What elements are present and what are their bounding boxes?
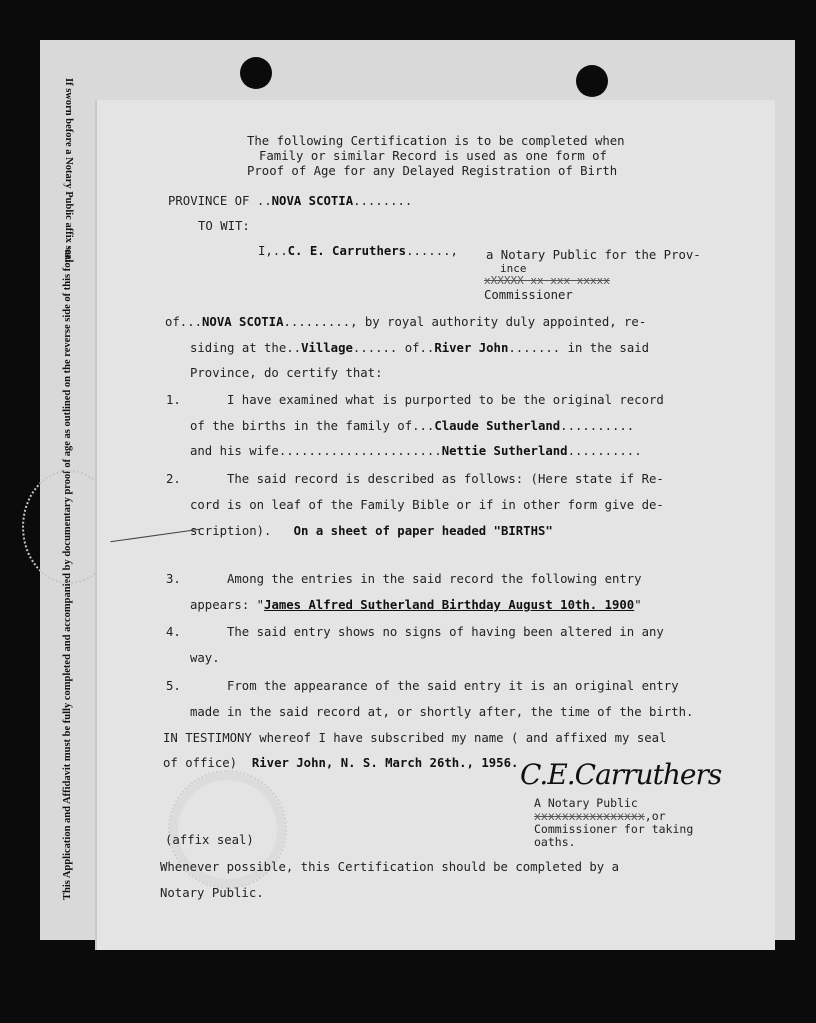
birth-entry: James Alfred Sutherland Birthday August 10th. 1900 (264, 598, 635, 612)
province-label: PROVINCE OF .. (168, 194, 272, 208)
item2-line3 (190, 524, 553, 538)
commissioner-label: Commissioner (484, 288, 573, 302)
punch-hole-left (240, 57, 272, 89)
side-note: This Application and Affidavit must be fully completed and accompanied by documentary proof of age as outlined on the reverse side of this form. (62, 246, 73, 900)
of-line (165, 315, 646, 329)
of-value: NOVA SCOTIA (202, 315, 284, 329)
heading-line-1: The following Certification is to be completed when (247, 134, 625, 148)
of-prefix: of... (165, 315, 203, 329)
notary-line (258, 244, 458, 258)
father-name: Claude Sutherland (434, 419, 561, 433)
province-certify: Province, do certify that: (190, 366, 383, 380)
heading-line-2: Family or similar Record is used as one form of (259, 149, 607, 163)
testimony-of-office: of office) (163, 756, 238, 770)
affix-seal: (affix seal) (165, 833, 254, 847)
item3-entry-line (190, 598, 642, 612)
punch-hole-right (576, 65, 608, 97)
notary-name: C. E. Carruthers (287, 244, 407, 258)
item4-number: 4. (166, 625, 181, 639)
residing-value: Village (301, 341, 353, 355)
item3-number: 3. (166, 572, 181, 586)
footer-line1: Whenever possible, this Certification should be completed by a (160, 860, 620, 874)
item1-family-dots: .......... (560, 419, 635, 433)
signer-title-commissioner: Commissioner for taking (534, 822, 694, 836)
province-dots: ........ (353, 194, 413, 208)
item3-appears: appears: " (190, 598, 265, 612)
item1-wife-dots: .......... (567, 444, 642, 458)
notary-title-ince: ince (500, 262, 527, 275)
residing-prefix: siding at the.. (190, 341, 302, 355)
heading-line-3: Proof of Age for any Delayed Registration of Birth (247, 164, 618, 178)
item4-text: The said entry shows no signs of having been altered in any (227, 625, 664, 639)
signer-title-oaths: oaths. (534, 835, 576, 849)
of-suffix: ........., by royal authority duly appointed, re- (283, 315, 647, 329)
mother-name: Nettie Sutherland (441, 444, 568, 458)
footer-line2: Notary Public. (160, 886, 264, 900)
province-value: NOVA SCOTIA (271, 194, 354, 208)
residing-place: River John (434, 341, 509, 355)
item3-text: Among the entries in the said record the following entry (227, 572, 642, 586)
item2-number: 2. (166, 472, 181, 486)
testimony-line2 (163, 756, 518, 770)
residing-line (190, 341, 649, 355)
item4-line2: way. (190, 651, 220, 665)
item5-number: 5. (166, 679, 181, 693)
item1-wife-line (190, 444, 642, 458)
testimony-line1: IN TESTIMONY whereof I have subscribed my name ( and affixed my seal (163, 731, 667, 745)
item1-text: I have examined what is purported to be the original record (227, 393, 664, 407)
item1-wife-prefix: and his wife...................... (190, 444, 442, 458)
notary-strike: xXXXXX xx xxx xxxxx (484, 274, 610, 287)
item1-number: 1. (166, 393, 181, 407)
item2-text: The said record is described as follows: (Here state if Re- (227, 472, 664, 486)
item2-scription: scription). (190, 524, 272, 538)
item2-description: On a sheet of paper headed "BIRTHS" (293, 524, 553, 538)
notary-signature: C.E.Carruthers (520, 758, 722, 791)
notary-dots: ......, (406, 244, 458, 258)
item1-family-prefix: of the births in the family of... (190, 419, 435, 433)
item3-close-quote: " (634, 598, 642, 612)
residing-suffix: ....... in the said (508, 341, 650, 355)
notary-title: a Notary Public for the Prov- (486, 248, 701, 262)
signer-title-notary: A Notary Public (534, 796, 638, 810)
residing-mid: ...... of.. (352, 341, 435, 355)
item5-line2: made in the said record at, or shortly after, the time of the birth. (190, 705, 694, 719)
certification-heading (247, 134, 625, 179)
testimony-place-date: River John, N. S. March 26th., 1956. (251, 756, 519, 770)
signer-strike-line (534, 809, 666, 823)
item2-line2: cord is on leaf of the Family Bible or if in other form give de- (190, 498, 664, 512)
signer-strike: xxxxxxxxxxxxxxxx (534, 809, 645, 823)
item5-text: From the appearance of the said entry it is an original entry (227, 679, 679, 693)
province-line (168, 194, 412, 208)
to-wit: TO WIT: (198, 219, 250, 233)
signer-or: ,or (644, 809, 666, 823)
item1-family-line (190, 419, 634, 433)
i-prefix: I,.. (258, 244, 288, 258)
side-note-top: If sworn before a Notary Public affix seal. (63, 78, 74, 266)
